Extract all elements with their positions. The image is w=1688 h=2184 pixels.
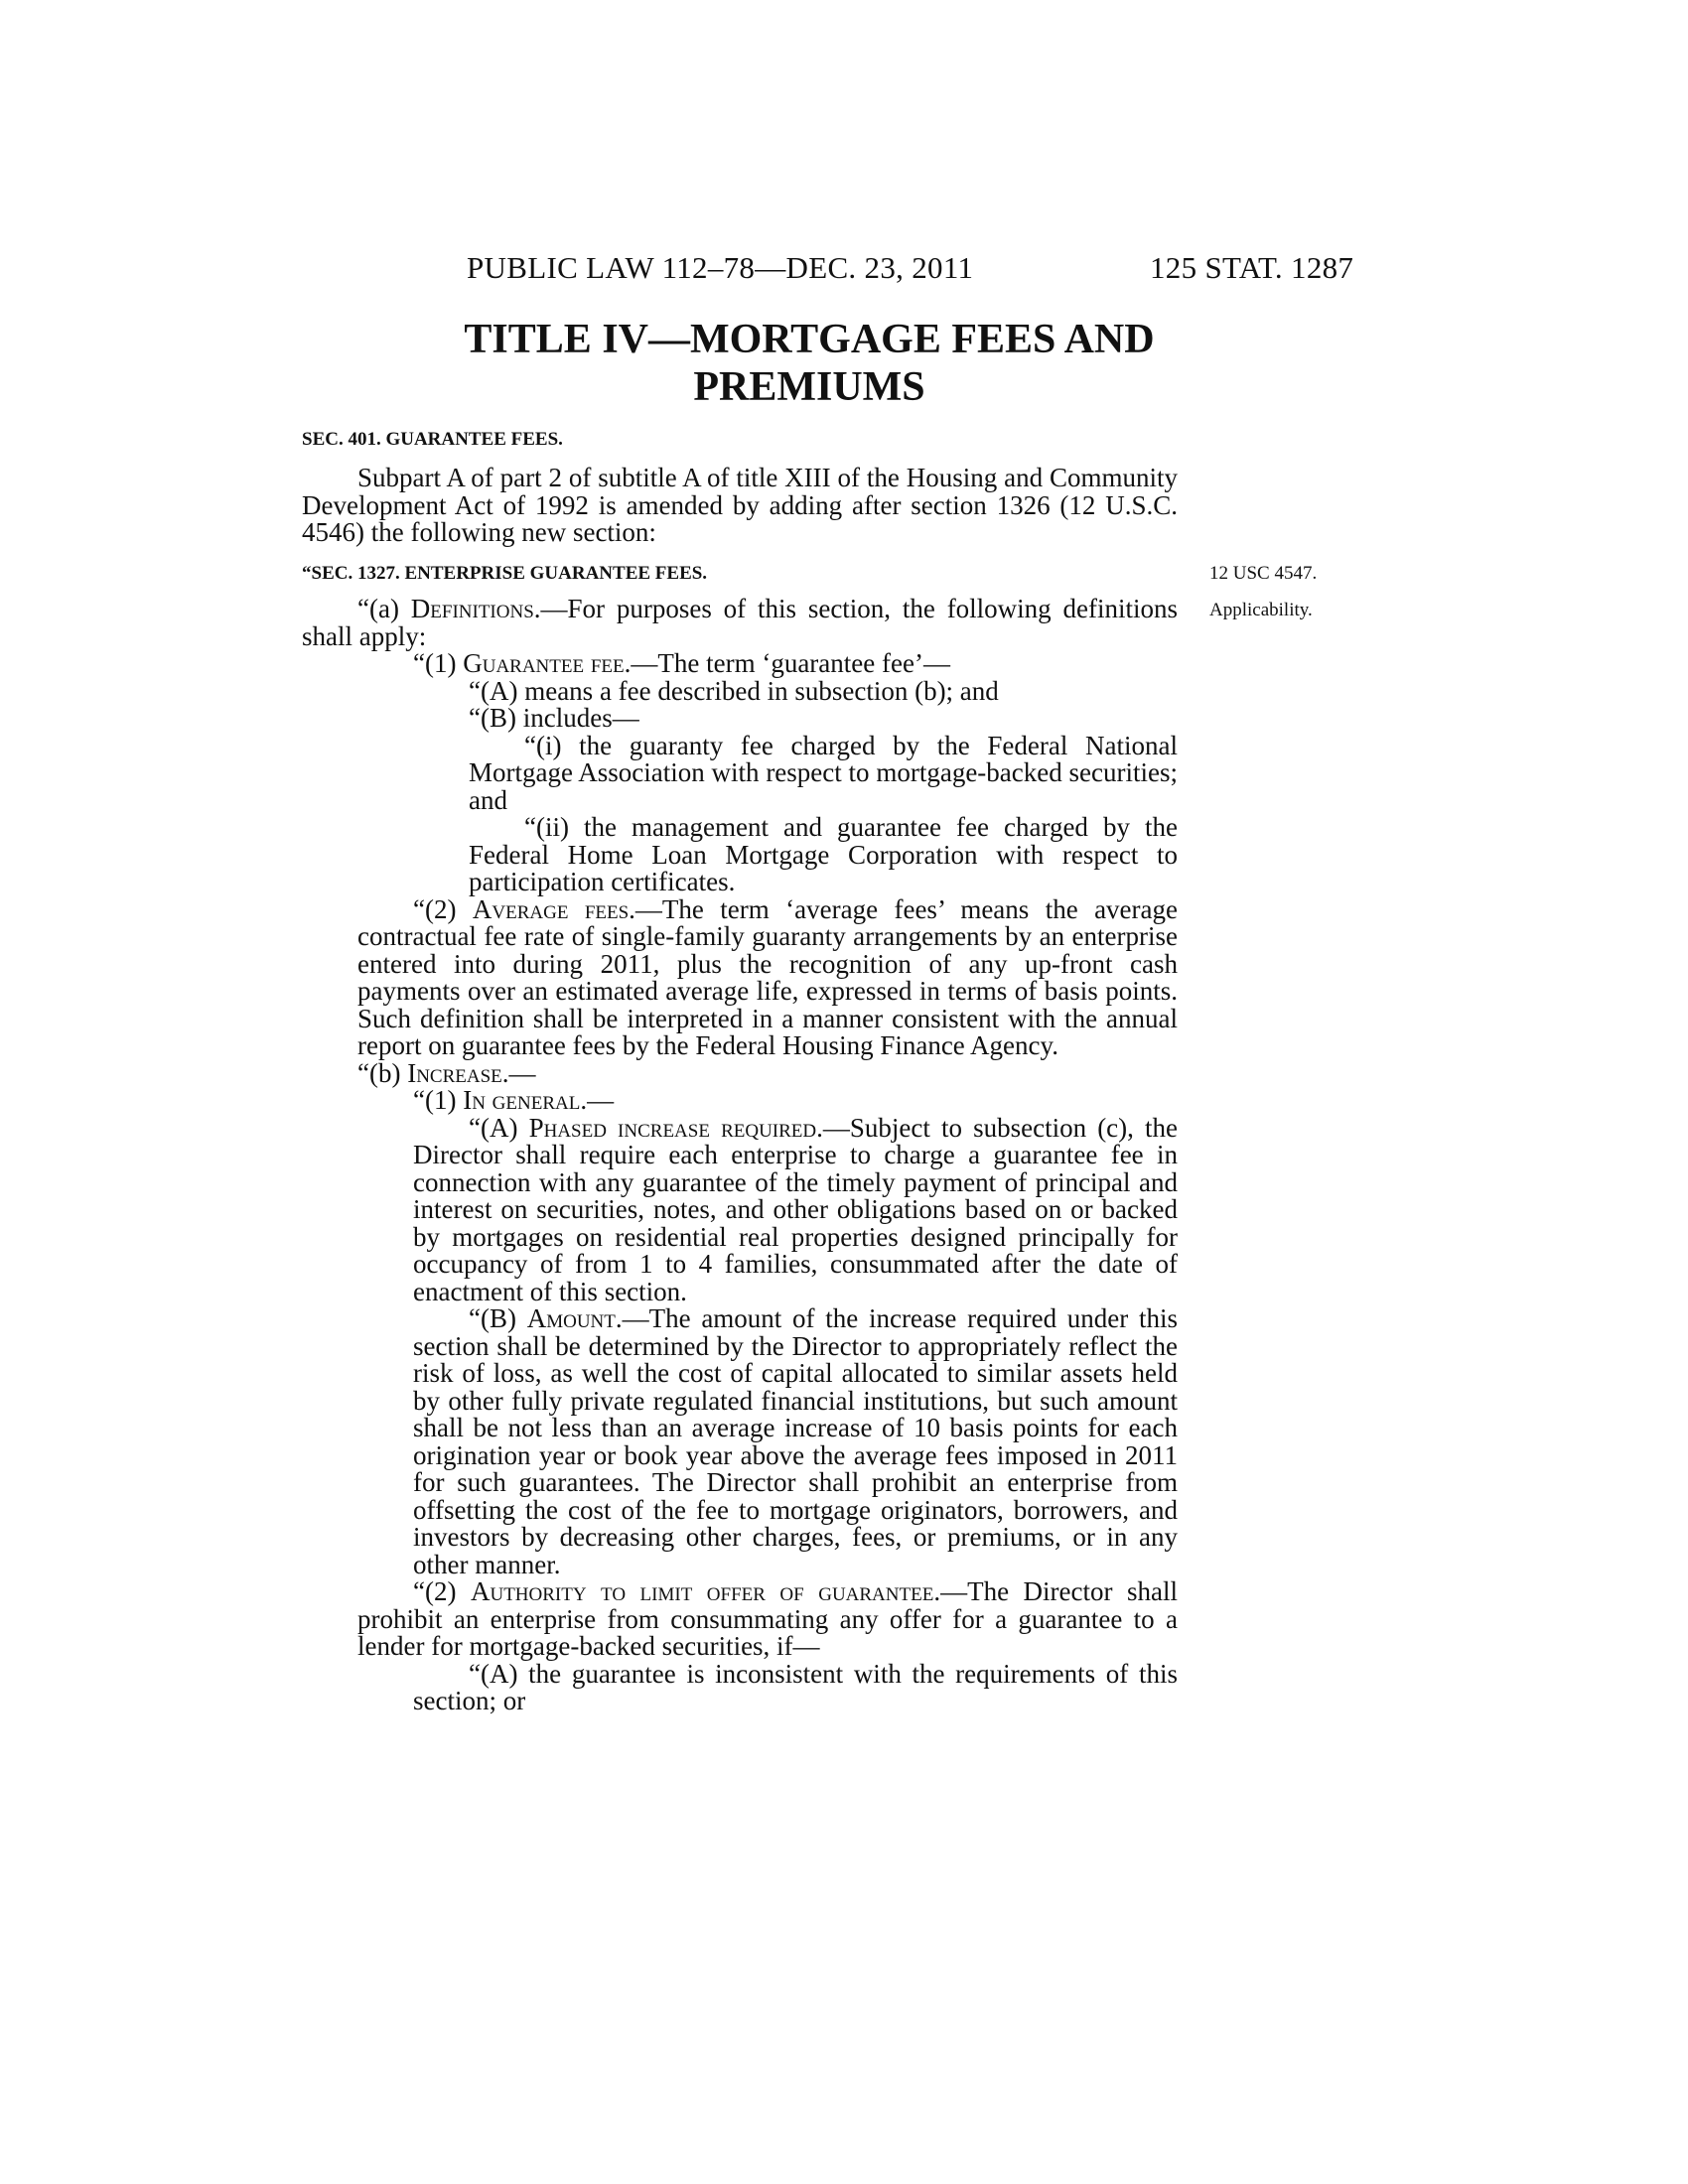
subsection-a-text: .—For purposes of this section, the following definitions shall apply: [302,594,1178,651]
subsection-a [302,596,1178,650]
paragraph-b2 [302,1578,1178,1661]
subparagraph-b1A-text: .—Subject to subsection (c), the Director shall require each enterprise to charge a guarantee fee in connection with any guarantee of the timely payment of principal and interest on securities, notes, and other obligations based on or backed by mortgages on residential real properties designed principally for occupancy of from 1 to 4 families, consummated after the date of enactment of this section. [413,1112,1179,1306]
paragraph-b1 [302,1087,1178,1115]
sec-401-heading: SEC. 401. GUARANTEE FEES. [302,429,563,450]
subparagraph-b1B-label: “(B) [469,1303,527,1333]
sec-1327-body [302,596,1178,1715]
running-head: PUBLIC LAW 112–78—DEC. 23, 2011 [467,250,974,285]
subparagraph-b1B-caption: Amount [526,1303,616,1333]
paragraph-a1-text: .—The term ‘guarantee fee’— [624,648,950,678]
paragraph-a2 [302,893,1179,1060]
subparagraph-b1A-label: “(A) [469,1112,529,1143]
subsection-b-label: “(b) [357,1057,408,1088]
sec-401-intro: Subpart A of part 2 of subtitle A of title XIII of the Housing and Community Development Act of 1992 is amended by adding after section 1326 (12 U.S.C. 4546) the following new section: [302,463,1178,547]
paragraph-b1-label: “(1) [413,1085,464,1115]
subsection-b-caption: Increase [407,1057,502,1088]
paragraph-b1-text: .— [580,1085,615,1115]
clause-a1Bii: “(ii) the management and guarantee fee charged by the Federal Home Loan Mortgage Corporation with respect to participation certificates. [469,812,1178,896]
sec-401-body [302,465,1178,547]
paragraph-b1-caption: In general [463,1085,581,1115]
title-heading [298,316,1321,411]
subsection-a-label: “(a) [357,594,411,623]
subparagraph-b1B [302,1305,1178,1578]
subparagraph-a1A: “(A) means a fee described in subsection (b); and [469,675,999,706]
clause-a1Bi: “(i) the guaranty fee charged by the Federal National Mortgage Association with respect to mortgage-backed securities; and [469,730,1178,815]
subsection-b [302,1057,1178,1088]
paragraph-b2-label: “(2) [413,1576,471,1606]
subparagraph-b1A [302,1112,1179,1306]
margin-note-usc: 12 USC 4547. [1209,563,1318,584]
page-stat-reference: 125 STAT. 1287 [1150,250,1354,285]
paragraph-a2-text: .—The term ‘average fees’ means the average contractual fee rate of single-family guaranty arrangements by an enterprise entered into during 2011, plus the recognition of any up-front cash payments over an estimated average life, expressed in terms of basis points. Such definition shall be interpreted in a manner consistent with the annual report on guarantee fees by the Federal Housing Finance Agency. [357,893,1179,1060]
title-line-2: PREMIUMS [693,364,925,410]
subparagraph-b1A-caption: Phased increase required [528,1112,817,1143]
paragraph-a1-caption: Guarantee fee [463,648,625,678]
paragraph-b2-text: .—The Director shall prohibit an enterprise from consummating any offer for a guarantee to a lender for mortgage-backed securities, if— [357,1576,1178,1661]
paragraph-a1-label: “(1) [413,648,464,678]
margin-note-applicability: Applicability. [1209,600,1313,620]
subparagraph-a1B: “(B) includes— [469,703,639,733]
sec-1327-heading: “SEC. 1327. ENTERPRISE GUARANTEE FEES. [302,563,708,584]
paragraph-a2-label: “(2) [413,893,473,924]
subparagraph-b1B-text: .—The amount of the increase required under this section shall be determined by the Director to appropriately reflect the risk of loss, as well the cost of capital allocated to similar assets held by other fully private regulated financial institutions, but such amount shall be not less than an average increase of 10 basis points for each origination year or book year above the average fees imposed in 2011 for such guarantees. The Director shall prohibit an enterprise from offsetting the cost of the fee to mortgage originators, borrowers, and investors by decreasing other charges, fees, or premiums, or in any other manner. [413,1303,1178,1579]
subsection-b-text: .— [501,1057,536,1088]
paragraph-b2-caption: Authority to limit offer of guarantee [470,1576,934,1606]
subparagraph-b2A: “(A) the guarantee is inconsistent with the requirements of this section; or [413,1658,1178,1715]
subsection-a-caption: Definitions [410,594,534,623]
title-line-1: TITLE IV—MORTGAGE FEES AND [464,317,1155,362]
paragraph-a1 [302,650,1178,678]
paragraph-a2-caption: Average fees [472,893,630,924]
